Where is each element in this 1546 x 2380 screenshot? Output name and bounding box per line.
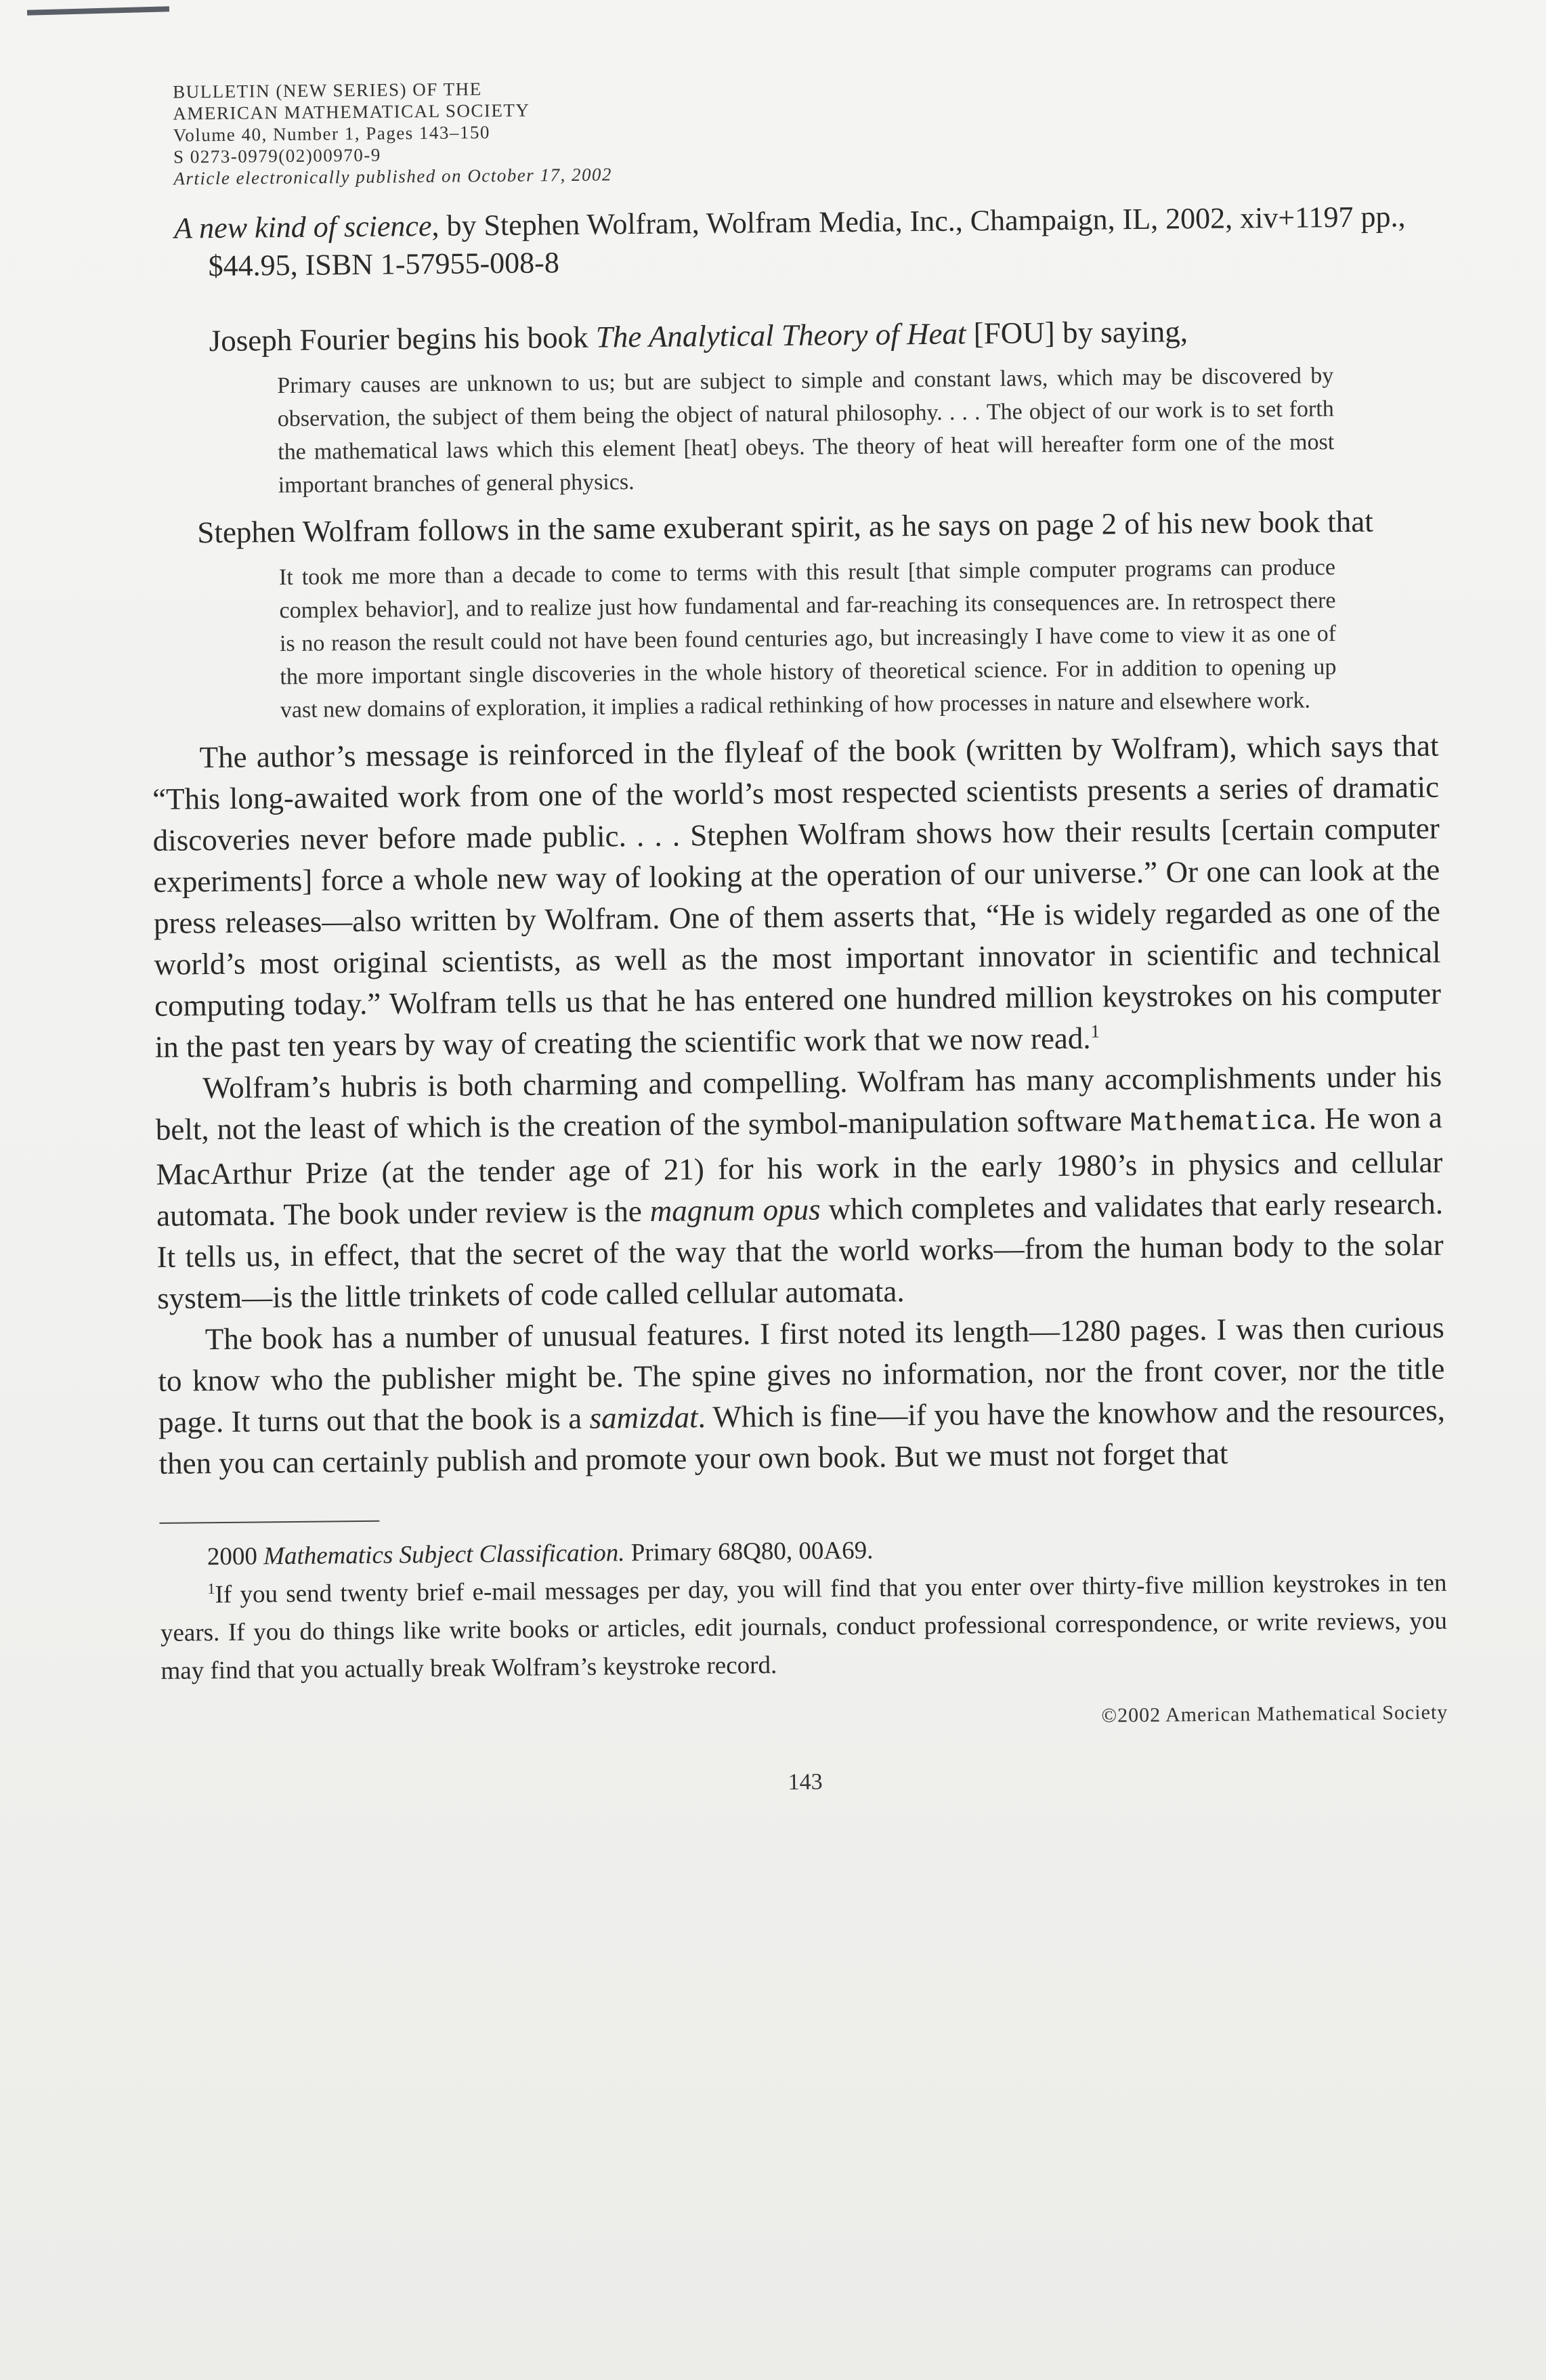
paragraph-3 [152,725,1442,1068]
header-volume: Volume 40, Number 1, Pages 143–150 [173,122,491,146]
paragraph-1-text: Joseph Fourier begins his book [209,320,597,358]
top-edge-mark [27,6,169,15]
header-publication-date: Article electronically published on October 17, 2002 [173,164,613,189]
software-name: Mathematica [1130,1107,1309,1140]
paragraph-3-text: The author’s message is reinforced in the flyleaf of the book (written by Wolfram), which says that “This long-awaited work from one of the world’s most respected scientists presents a series of dramatic discoveries never before made public. . . . Stephen Wolfram shows how their results [certain computer experiments] force a whole new way of looking at the operation of our universe.” Or one can look at the press releases—also written by Wolfram. One of them asserts that, “He is widely regarded as one of the world’s most original scientists, as well as the most important innovator in scientific and technical computing today.” Wolfram tells us that he has entered one hundred million keystrokes on his computer in the past ten years by way of creating the scientific work that we now read. [152,728,1442,1064]
paragraph-5 [158,1307,1446,1485]
paragraph-4-part-3: which completes and validates that early research. It tells us, in effect, that the secret of the way that the world works—from the human body to the solar system—is the little trinkets of code called cellular automata. [156,1186,1444,1315]
paragraph-4-part-2: . He won a MacArthur Prize (at the tender age of 21) for his work in the early 1980’s in physics and cellular automata. The book under review is the [156,1100,1443,1233]
copyright-notice: ©2002 American Mathematical Society [1101,1701,1448,1727]
footnote-ref-1: 1 [1090,1021,1100,1042]
wolfram-quote: It took me more than a decade to come to terms with this result [that simple computer programs can produce complex behavior], and to realize just how fundamental and far-reaching its consequences are. In retrospect there is no reason the result could not have been found centuries ago, but increasingly I have come to view it as one of the more important single discoveries in the whole history of theoretical science. For in addition to opening up vast new domains of exploration, it implies a radical rethinking of how processes in nature and elsewhere work. [278,555,1337,723]
paragraph-1-tail: [FOU] by saying, [966,314,1188,351]
footnote-1 [160,1565,1448,1691]
page-content [146,69,1448,1802]
paragraph-5-part-1: The book has a number of unusual features. I first noted its length—1280 pages. I was then curious to know who the publisher might be. The spine gives no information, nor the front cover, nor the title page. It turns out that the book is a [158,1310,1445,1439]
header-line-2: AMERICAN MATHEMATICAL SOCIETY [173,100,530,124]
header-line-1: BULLETIN (NEW SERIES) OF THE [173,79,482,102]
msc-label: Mathematics Subject Classification. [263,1539,625,1571]
samizdat-term: samizdat [589,1400,698,1435]
footnotes [160,1527,1448,1691]
book-citation [174,198,1448,286]
fourier-book-title: The Analytical Theory of Heat [595,316,966,354]
journal-header [173,69,1433,190]
paragraph-1 [209,309,1435,362]
header-issn: S 0273-0979(02)00970-9 [173,144,381,167]
msc-year: 2000 [207,1542,264,1571]
book-details: , by Stephen Wolfram, Wolfram Media, Inc., Champaign, IL, 2002, xiv+1197 pp., $44.95, ISBN 1-57955-008-8 [208,200,1406,283]
book-title: A new kind of science [173,209,432,245]
paragraph-4 [155,1056,1444,1319]
paragraph-4-part-1: Wolfram’s hubris is both charming and compelling. Wolfram has many accomplishments under his belt, not the least of which is the creation of the symbol-manipulation software [155,1059,1442,1147]
paragraph-2: Stephen Wolfram follows in the same exuberant spirit, as he says on page 2 of his new book that [197,504,1373,550]
msc-codes: Primary 68Q80, 00A69. [624,1536,874,1567]
paragraph-5-part-2: . Which is fine—if you have the knowhow and the resources, then you can certainly publish and promote your own book. But we must not forget that [158,1393,1446,1481]
footnote-1-text: If you send twenty brief e-mail messages per day, you will find that you enter over thirty-five million keystrokes in ten years. If you do things like write books or articles, edit journals, conduct professional correspondence, or write reviews, you may find that you actually break Wolfram’s keystroke record. [160,1569,1448,1685]
footnote-1-mark: 1 [207,1579,215,1597]
footnote-divider [159,1521,379,1524]
page-number: 143 [788,1769,823,1795]
magnum-opus-term: magnum opus [649,1192,821,1228]
fourier-quote: Primary causes are unknown to us; but are subject to simple and constant laws, which may be discovered by observation, the subject of them being the object of natural philosophy. . . . The object of our work is to set forth the mathematical laws which this element [heat] obeys. The theory of heat will hereafter form one of the most important branches of general physics. [277,363,1335,498]
